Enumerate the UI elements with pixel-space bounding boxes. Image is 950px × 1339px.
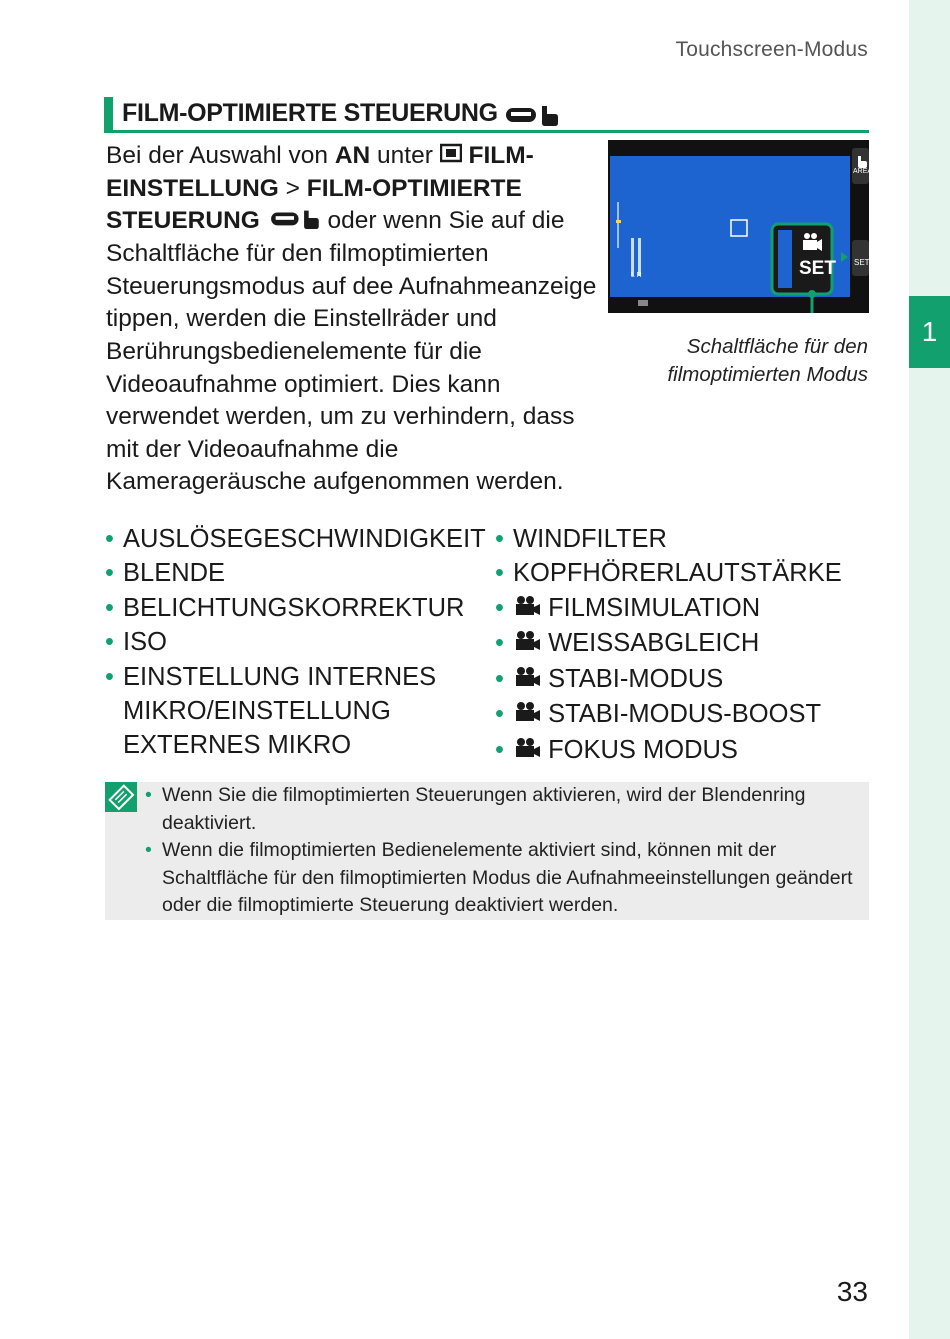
running-head: Touchscreen-Modus — [675, 38, 868, 61]
level-indicator — [616, 202, 621, 248]
caption-line-1: Schaltfläche für den — [686, 335, 868, 358]
note-list — [145, 782, 860, 920]
list-item: • BLENDE — [105, 556, 485, 590]
settings-list-left — [105, 522, 485, 763]
film-mode-button-blue — [778, 230, 792, 288]
intro-bold-film-control: FILM-OPTIMIERTE STEUERUNG — [106, 174, 522, 235]
intro-text-2: unter — [370, 142, 440, 169]
movie-settings-icon — [440, 140, 462, 173]
movie-camera-icon — [513, 734, 541, 768]
movie-camera-icon — [513, 663, 541, 697]
camera-screen-illustration — [608, 140, 873, 313]
lr-label: L R — [631, 272, 642, 279]
note-item: • Wenn Sie die filmoptimierten Steuerungen aktivieren, wird der Blendenring deaktiviert. — [145, 782, 860, 837]
note-box — [105, 782, 869, 920]
audio-meter-icon — [631, 238, 641, 276]
settings-list-right — [495, 522, 875, 768]
list-item: • FILMSIMULATION — [495, 591, 875, 626]
section-title — [104, 97, 869, 133]
list-item: • WINDFILTER — [495, 522, 875, 556]
movie-camera-icon — [513, 592, 541, 626]
list-item: • EINSTELLUNG INTERNES MIKRO/EINSTELLUNG EXTERNES MIKRO — [105, 660, 485, 763]
list-item: • WEISSABGLEICH — [495, 626, 875, 661]
chapter-number: 1 — [921, 316, 938, 347]
intro-text-4: oder wenn Sie auf die Schaltfläche für den filmoptimierten Steuerungsmodus auf dee Aufnahmeanzeige tippen, werden die Einstellräder und Berührungsbedienelemente für die Videoaufnahme optimiert. Dies kann verwendet werden, um zu verhindern, dass mit der Videoaufnahme die Kamerageräusche aufgenommen werden. — [106, 207, 597, 496]
caption-line-2: filmoptimierten Modus — [667, 363, 868, 386]
side-strip — [909, 0, 950, 1339]
movie-mode-icon-small — [638, 300, 648, 306]
focus-frame-icon — [731, 220, 747, 236]
movie-camera-icon — [513, 698, 541, 732]
page-number: 33 — [836, 1276, 868, 1307]
list-item: • STABI-MODUS — [495, 662, 875, 697]
intro-text-3: > — [278, 174, 307, 202]
film-mode-touch-icon-inline — [267, 206, 321, 239]
list-item: • BELICHTUNGSKORREKTUR — [105, 591, 485, 625]
list-item: • KOPFHÖRERLAUTSTÄRKE — [495, 556, 875, 590]
intro-bold-film-settings: FILM-EINSTELLUNG — [106, 142, 534, 202]
screen-caption — [667, 333, 868, 389]
section-title-text: FILM-OPTIMIERTE STEUERUNG — [122, 99, 498, 127]
film-mode-touch-icon — [502, 102, 560, 131]
list-item: • STABI-MODUS-BOOST — [495, 697, 875, 732]
intro-bold-on: AN — [334, 142, 371, 169]
set-label: SET — [799, 258, 836, 279]
note-item: • Wenn die filmoptimierten Bedienelemente aktiviert sind, können mit der Schaltfläche für den filmoptimierten Modus die Aufnahmeeinstellungen geändert oder die filmoptimierte Steuerung deaktiviert werden. — [145, 837, 860, 920]
arrow-right-icon — [841, 252, 848, 262]
list-item: • FOKUS MODUS — [495, 733, 875, 768]
area-label: AREA — [853, 168, 873, 175]
list-item: • ISO — [105, 625, 485, 659]
intro-text-1: Bei der Auswahl von — [106, 142, 335, 169]
movie-camera-icon — [513, 627, 541, 661]
set-small-label: SET — [854, 258, 870, 267]
intro-paragraph — [106, 140, 601, 499]
chapter-tab — [909, 296, 950, 368]
callout-dot — [808, 290, 816, 298]
note-icon — [105, 782, 137, 812]
list-item: • AUSLÖSEGESCHWINDIGKEIT — [105, 522, 485, 556]
